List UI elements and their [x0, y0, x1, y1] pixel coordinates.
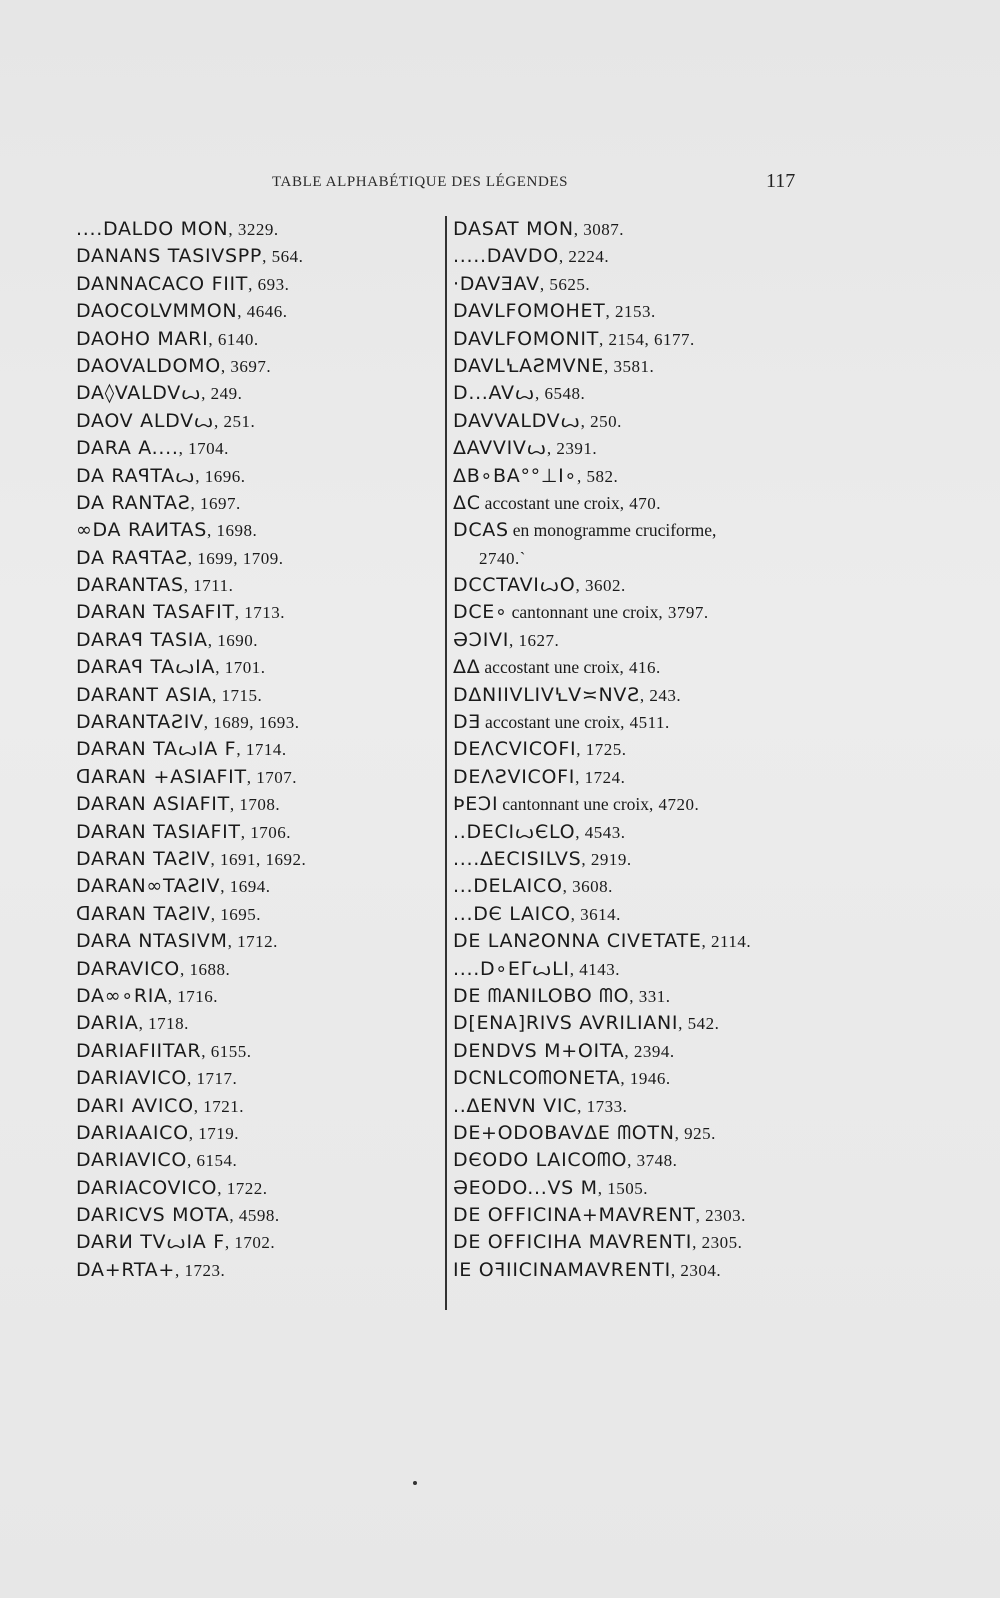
entry-legend: D[ENA]RIVS AVRILIANI: [453, 1012, 679, 1035]
entry-legend: DEΛƧVICOFI: [453, 765, 576, 788]
index-entry: DARAVICO, 1688.: [76, 957, 231, 980]
entry-numbers: 2740.`: [479, 548, 526, 568]
entry-legend: D...AVꙍ: [453, 382, 535, 405]
entry-legend: DARAN TASAFIT: [76, 601, 235, 624]
entry-legend: DARAN ASIAFIT: [76, 793, 230, 816]
index-entry: ƏEODO...VS M, 1505.: [453, 1176, 648, 1199]
index-entry: ΔAVVIVꙍ, 2391.: [453, 437, 598, 460]
index-entry: DARICVS MOTA, 4598.: [76, 1204, 280, 1227]
entry-numbers: 3581: [613, 356, 650, 376]
entry-legend: DCCTAVIꙍO: [453, 574, 576, 597]
index-entry: DA+RTA+, 1723.: [76, 1258, 226, 1281]
index-entry: DAVVALDVꙍ, 250.: [453, 409, 622, 432]
page-speck: [413, 1481, 417, 1485]
entry-legend: ....ΔECISILVS: [453, 847, 582, 870]
index-entry: DARANT ASIA, 1715.: [76, 683, 263, 706]
index-entry: DARIA, 1718.: [76, 1012, 189, 1035]
index-entry: DAOV ALDVꙍ, 251.: [76, 409, 256, 432]
entry-numbers: 1505: [607, 1178, 644, 1198]
entry-legend: ....D∘EΓꙍLI: [453, 957, 570, 980]
index-entry: .....DAVDO, 2224.: [453, 245, 610, 268]
index-entry: DA RAꟼTAꙍ, 1696.: [76, 464, 246, 487]
entry-legend: DE OFFICIHA MAVRENTI: [453, 1231, 693, 1254]
entry-numbers: 2304: [680, 1260, 717, 1280]
entry-legend: DARICVS MOTA: [76, 1204, 230, 1227]
entry-legend: DAOVALDOMO: [76, 354, 221, 377]
entry-numbers: 2303: [705, 1206, 742, 1226]
index-entry: DARAN TAꙍIA F, 1714.: [76, 738, 287, 761]
entry-legend: DENDVS M+OITA: [453, 1039, 625, 1062]
entry-numbers: 1691, 1692: [219, 849, 302, 869]
entry-legend: DE+ODOBAVΔE ᗰOTN: [453, 1121, 675, 1144]
entry-numbers: 6154: [196, 1151, 233, 1171]
entry-legend: DЄODO LAICOᗰO: [453, 1149, 628, 1172]
index-entry: DE OFFICIHA MAVRENTI, 2305.: [453, 1231, 743, 1254]
entry-legend: DAOHO MARI: [76, 327, 209, 350]
index-entry: DARAN∞TAƧIV, 1694.: [76, 875, 271, 898]
index-entry: ..DEⅭIꙍЄLO, 4543.: [453, 820, 626, 843]
entry-numbers: 6548: [544, 384, 581, 404]
entry-numbers: 249: [210, 384, 238, 404]
entry-legend: .....DAVDO: [453, 245, 559, 268]
entry-legend: DARIACOVICO: [76, 1176, 218, 1199]
index-entry: ΔΔ accostant une croix, 416.: [453, 656, 661, 679]
entry-numbers: 2114: [711, 932, 747, 952]
entry-numbers: 3797: [667, 603, 704, 623]
index-entry: [453, 517, 813, 544]
entry-numbers: 3229: [237, 220, 274, 239]
entry-legend: ΔB∘BA°°⊥I∘: [453, 464, 578, 487]
entry-legend: DAVLFOMOHET: [453, 300, 606, 323]
entry-legend: ..ΔENVN VIC: [453, 1094, 578, 1117]
entry-legend: DA+RTA+: [76, 1258, 175, 1281]
index-entry: DANANS TASIVSPP, 564.: [76, 245, 304, 268]
index-entry: ....ΔECISILVS, 2919.: [453, 847, 632, 870]
entry-legend: DARANTAƧIV: [76, 711, 204, 734]
entry-legend: DAVVALDVꙍ: [453, 409, 581, 432]
entry-legend: DASAT MON: [453, 218, 574, 240]
entry-numbers: 1715: [221, 685, 258, 705]
entry-numbers: 1719: [198, 1123, 235, 1143]
entry-legend: DARANT ASIA: [76, 683, 212, 706]
column-divider: [445, 216, 447, 1310]
entry-numbers: 6140: [217, 329, 254, 349]
entry-legend: DARIA: [76, 1012, 139, 1035]
entry-legend: DARIAVICO: [76, 1149, 188, 1172]
entry-legend: DⅭE∘: [453, 601, 508, 624]
entry-numbers: 2224: [568, 247, 605, 267]
index-entry: DA◊VALDVꙍ, 249.: [76, 382, 243, 405]
entry-numbers: 1688: [189, 959, 226, 979]
entry-numbers: 1718: [148, 1014, 185, 1034]
entry-numbers: 1717: [196, 1069, 233, 1089]
index-entry: DAOHO MARI, 6140.: [76, 327, 259, 350]
entry-numbers: 1713: [244, 603, 281, 623]
left-index-column: [76, 216, 436, 1284]
index-entry: DARIAFIITAR, 6155.: [76, 1039, 252, 1062]
entry-numbers: 542: [687, 1014, 715, 1034]
index-entry: DCCTAVIꙍO, 3602.: [453, 574, 626, 597]
entry-numbers: 243: [649, 685, 677, 705]
entry-legend: ...DELAICO: [453, 875, 563, 898]
index-entry: ƏƆIVI, 1627.: [453, 628, 560, 651]
entry-legend: DΔNIIVLIVꝆV≍NVƧ: [453, 683, 640, 706]
entry-legend: DARAN∞TAƧIV: [76, 875, 221, 898]
index-entry: DARI AVICO, 1721.: [76, 1094, 244, 1117]
entry-legend: DARI AVICO: [76, 1094, 194, 1117]
entry-numbers: 3614: [580, 904, 617, 924]
entry-numbers: 3748: [636, 1151, 673, 1171]
entry-numbers: 1706: [250, 822, 287, 842]
entry-numbers: 416: [628, 658, 656, 678]
entry-numbers: 2153: [615, 302, 651, 322]
entry-numbers: 1699, 1709: [197, 548, 279, 568]
entry-legend: DA RAꟼTAƧ: [76, 546, 188, 569]
index-entry: DARAꟼ TAꙍIA, 1701.: [76, 656, 266, 679]
entry-legend: ·DAVƎAV: [453, 272, 540, 295]
index-entry: ÞEƆI cantonnant une croix, 4720.: [453, 793, 700, 816]
entry-legend: DEΛCVIⅭOFI: [453, 738, 577, 761]
entry-legend: DARИ TVꙍIA F: [76, 1231, 225, 1254]
running-title: TABLE ALPHABÉTIQUE DES LÉGENDES: [272, 174, 569, 190]
entry-legend: DANNACACO FIIT: [76, 272, 249, 295]
entry-numbers: 250: [590, 411, 618, 431]
entry-legend: IE OꟻIICINAMAVRENTI: [453, 1258, 671, 1281]
entry-note: accostant une croix: [485, 712, 621, 733]
entry-numbers: 1701: [224, 658, 261, 678]
entry-numbers: 693: [257, 274, 285, 294]
entry-legend: DARAꟼ TASIA: [76, 628, 208, 651]
index-entry: DARIAVICO, 6154.: [76, 1149, 238, 1172]
entry-legend: DARIAVICO: [76, 1067, 188, 1090]
page-number: 117: [766, 170, 796, 192]
entry-numbers: 1696: [204, 466, 241, 486]
index-entry: DE LANƧONNA CIVETATE, 2114.: [453, 930, 752, 953]
entry-legend: ΔΔ: [453, 656, 481, 679]
entry-numbers: 2394: [633, 1041, 670, 1061]
entry-legend: DA RANTAƧ: [76, 491, 191, 514]
entry-numbers: 4543: [584, 822, 621, 842]
entry-numbers: 470: [629, 493, 657, 513]
index-entry: DƎ accostant une croix, 4511.: [453, 711, 670, 734]
entry-legend: DARA A....: [76, 437, 179, 460]
entry-numbers: 2154, 6177: [608, 329, 691, 349]
entry-numbers: 4511: [629, 713, 665, 733]
entry-legend: ƏEODO...VS M: [453, 1176, 598, 1199]
entry-legend: ᗡARAN +ASIAFIT: [76, 765, 247, 788]
entry-legend: ...DЄ LAICO: [453, 902, 571, 925]
entry-legend: ΔAVVIVꙍ: [453, 437, 547, 460]
entry-numbers: 582: [586, 466, 614, 486]
entry-numbers: 1694: [229, 877, 266, 897]
index-entry: ....DALDO MON, 3229.: [76, 218, 279, 240]
entry-numbers: 1704: [188, 439, 225, 459]
index-entry: ᗡARAN +ASIAFIT, 1707.: [76, 765, 298, 788]
entry-legend: DAOV ALDVꙍ: [76, 409, 215, 432]
index-entry: DAOCOLVMMON, 4646.: [76, 300, 288, 323]
entry-note: en monogramme cruciforme,: [512, 520, 717, 541]
entry-numbers: 1711: [193, 576, 229, 596]
entry-numbers: 4598: [238, 1206, 275, 1226]
entry-legend: DARAN TASIAFIT: [76, 820, 241, 843]
index-entry: DEΛCVIⅭOFI, 1725.: [453, 738, 627, 761]
entry-numbers: 1689, 1693: [213, 713, 295, 733]
index-entry: DARIAVICO, 1717.: [76, 1067, 238, 1090]
entry-legend: DAVLꝆAƧMVNE: [453, 354, 604, 377]
index-entry: DARA NTASIVM, 1712.: [76, 930, 278, 953]
index-entry: IE OꟻIICINAMAVRENTI, 2304.: [453, 1258, 722, 1281]
entry-legend: DE OFFICINA+MAVRENT: [453, 1204, 696, 1227]
index-entry: ΔB∘BA°°⊥I∘, 582.: [453, 464, 619, 487]
index-entry: DAOVALDOMO, 3697.: [76, 354, 272, 377]
entry-legend: DARIAAIⅭO: [76, 1121, 189, 1144]
entry-numbers: 3087: [583, 220, 620, 239]
entry-numbers: 564: [271, 247, 299, 267]
index-entry: DE+ODOBAVΔE ᗰOTN, 925.: [453, 1121, 716, 1144]
index-entry: DARAꟼ TASIA, 1690.: [76, 628, 258, 651]
entry-legend: ....DALDO MON: [76, 218, 229, 240]
entry-numbers: 4143: [579, 959, 616, 979]
entry-note: cantonnant une croix: [511, 602, 659, 623]
entry-numbers: 1723: [184, 1260, 221, 1280]
entry-numbers: 1702: [234, 1233, 271, 1253]
index-entry: DARIACOVICO, 1722.: [76, 1176, 268, 1199]
entry-numbers: 3608: [572, 877, 609, 897]
index-entry: [453, 545, 813, 572]
entry-legend: ᗡARAN TAƧIV: [76, 902, 211, 925]
entry-legend: DCAS: [453, 519, 509, 542]
index-entry: DARAN TASIAFIT, 1706.: [76, 820, 291, 843]
index-entry: DAVLFOMONIT, 2154, 6177.: [453, 327, 695, 350]
index-entry: ∞DA RAИTAS, 1698.: [76, 519, 258, 542]
entry-legend: DARA NTASIVM: [76, 930, 228, 953]
index-entry: DⅭE∘ cantonnant une croix, 3797.: [453, 601, 709, 624]
entry-legend: DANANS TASIVSPP: [76, 245, 263, 268]
entry-numbers: 1946: [629, 1069, 666, 1089]
index-entry: DARAN TAƧIV, 1691, 1692.: [76, 847, 307, 870]
entry-legend: DARAN TAꙍIA F: [76, 738, 237, 761]
entry-numbers: 2305: [701, 1233, 738, 1253]
entry-numbers: 1721: [203, 1096, 240, 1116]
entry-legend: ..DEⅭIꙍЄLO: [453, 820, 576, 843]
index-entry: DANNACACO FIIT, 693.: [76, 272, 290, 295]
index-entry: DARИ TVꙍIA F, 1702.: [76, 1231, 276, 1254]
index-entry: DЄODO LAICOᗰO, 3748.: [453, 1149, 678, 1172]
entry-legend: DE ᗰANILOBO ᗰO: [453, 984, 630, 1007]
index-entry: DARAN TASAFIT, 1713.: [76, 601, 286, 624]
entry-legend: DAOCOLVMMON: [76, 300, 238, 323]
entry-numbers: 4720: [658, 795, 695, 815]
index-entry: DEΛƧVICOFI, 1724.: [453, 765, 626, 788]
right-index-column: [453, 216, 813, 1284]
entry-numbers: 1725: [585, 740, 622, 760]
entry-numbers: 925: [684, 1123, 712, 1143]
index-entry: DARA A...., 1704.: [76, 437, 229, 460]
entry-numbers: 331: [638, 986, 666, 1006]
entry-numbers: 1712: [237, 932, 274, 952]
entry-legend: ΔC: [453, 491, 481, 514]
index-entry: D[ENA]RIVS AVRILIANI, 542.: [453, 1012, 720, 1035]
index-entry: ·DAVƎAV, 5625.: [453, 272, 591, 295]
entry-legend: DARAVICO: [76, 957, 180, 980]
index-entry: ᗡARAN TAƧIV, 1695.: [76, 902, 261, 925]
index-entry: DASAT MON, 3087.: [453, 218, 624, 240]
index-entry: DA∞∘RIA, 1716.: [76, 984, 218, 1007]
index-entry: DΔNIIVLIVꝆV≍NVƧ, 243.: [453, 683, 682, 706]
index-entry: DENDVS M+OITA, 2394.: [453, 1039, 675, 1062]
entry-numbers: 1697: [199, 493, 236, 513]
entry-legend: DARIAFIITAR: [76, 1039, 202, 1062]
entry-numbers: 251: [223, 411, 251, 431]
entry-legend: DƎ: [453, 711, 482, 734]
entry-legend: DARAꟼ TAꙍIA: [76, 656, 216, 679]
index-entry: DARANTAS, 1711.: [76, 574, 234, 597]
entry-numbers: 1708: [239, 795, 276, 815]
entry-legend: DA RAꟼTAꙍ: [76, 464, 196, 487]
entry-legend: DA◊VALDVꙍ: [76, 382, 202, 405]
entry-numbers: 5625: [549, 274, 586, 294]
entry-note: accostant une croix: [484, 492, 620, 513]
entry-numbers: 1733: [586, 1096, 623, 1116]
index-entry: DE OFFICINA+MAVRENT, 2303.: [453, 1204, 746, 1227]
index-entry: ...DЄ LAICO, 3614.: [453, 902, 621, 925]
entry-note: cantonnant une croix: [502, 794, 650, 815]
index-entry: DⅭNLCOᗰONETA, 1946.: [453, 1067, 671, 1090]
entry-note: accostant une croix: [484, 657, 620, 678]
entry-numbers: 3697: [230, 356, 267, 376]
entry-numbers: 4646: [246, 302, 283, 322]
index-entry: ....D∘EΓꙍLI, 4143.: [453, 957, 620, 980]
entry-legend: DⅭNLCOᗰONETA: [453, 1067, 621, 1090]
entry-numbers: 1724: [584, 767, 621, 787]
entry-numbers: 3602: [584, 576, 621, 596]
index-entry: ΔC accostant une croix, 470.: [453, 491, 661, 514]
entry-legend: DARAN TAƧIV: [76, 847, 211, 870]
index-entry: DARAN ASIAFIT, 1708.: [76, 793, 281, 816]
index-entry: DARIAAIⅭO, 1719.: [76, 1121, 239, 1144]
entry-legend: DARANTAS: [76, 574, 184, 597]
index-entry: DAVLFOMOHET, 2153.: [453, 300, 656, 323]
entry-numbers: 1707: [256, 767, 293, 787]
entry-numbers: 1690: [217, 630, 254, 650]
entry-numbers: 2919: [590, 849, 627, 869]
index-entry: DAVLꝆAƧMVNE, 3581.: [453, 354, 655, 377]
index-entry: ..ΔENVN VIC, 1733.: [453, 1094, 628, 1117]
entry-legend: DAVLFOMONIT: [453, 327, 600, 350]
entry-numbers: 1695: [220, 904, 257, 924]
entry-legend: ƏƆIVI: [453, 628, 510, 651]
entry-numbers: 1698: [216, 521, 253, 541]
entry-numbers: 1714: [245, 740, 282, 760]
index-entry: DA RANTAƧ, 1697.: [76, 491, 241, 514]
entry-numbers: 1722: [226, 1178, 263, 1198]
index-entry: DARANTAƧIV, 1689, 1693.: [76, 711, 300, 734]
entry-numbers: 2391: [556, 439, 593, 459]
index-entry: DA RAꟼTAƧ, 1699, 1709.: [76, 546, 284, 569]
index-entry: ...DELAICO, 3608.: [453, 875, 613, 898]
entry-legend: DA∞∘RIA: [76, 984, 168, 1007]
index-entry: D...AVꙍ, 6548.: [453, 382, 586, 405]
entry-legend: ∞DA RAИTAS: [76, 519, 207, 542]
entry-numbers: 6155: [210, 1041, 247, 1061]
index-entry: DE ᗰANILOBO ᗰO, 331.: [453, 984, 671, 1007]
entry-numbers: 1627: [518, 630, 555, 650]
entry-legend: ÞEƆI: [453, 793, 499, 816]
entry-numbers: 1716: [177, 986, 214, 1006]
entry-legend: DE LANƧONNA CIVETATE: [453, 930, 702, 953]
